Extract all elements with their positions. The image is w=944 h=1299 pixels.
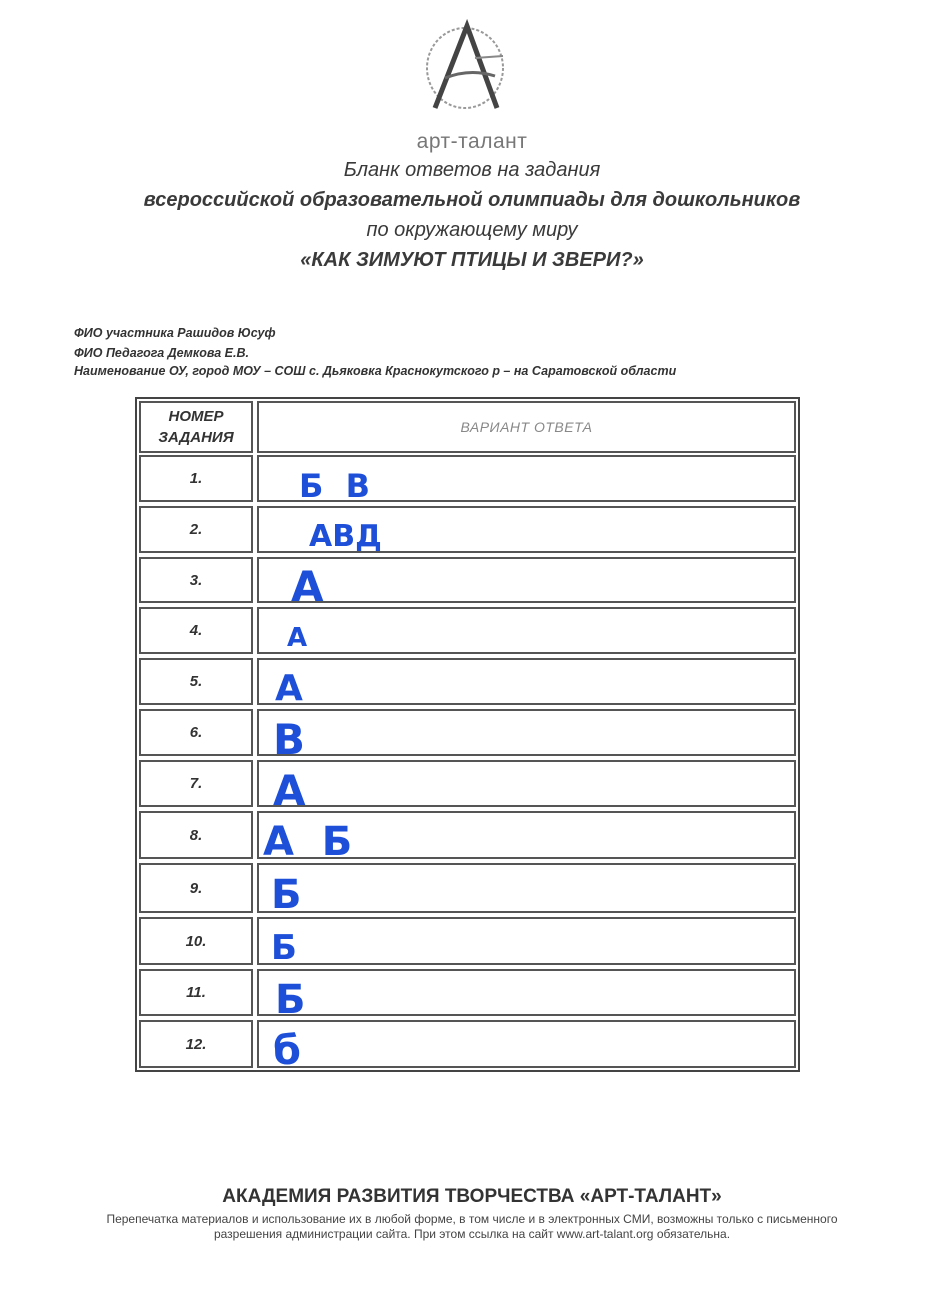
footer-copyright-note: Перепечатка материалов и использование их в любой форме, в том числе и в электронных СМИ, возможны только с письменного разрешения администрации сайта. При этом ссылка на сайт www.art-talant.org обязательна.: [106, 1212, 838, 1241]
footer-academy-name: АКАДЕМИЯ РАЗВИТИЯ ТВОРЧЕСТВА «АРТ-ТАЛАНТ»: [222, 1186, 722, 1207]
form-title-line-2: всероссийской образовательной олимпиады для дошкольников: [143, 189, 801, 211]
answer-cell: [257, 917, 796, 968]
table-row: [137, 555, 798, 611]
answer-cell: [257, 455, 796, 505]
answer-cell: [257, 811, 796, 865]
handwritten-answer: АВД: [309, 518, 382, 554]
answer-cell: [257, 1020, 796, 1074]
handwritten-answer: А: [287, 622, 308, 653]
olympiad-name: «КАК ЗИМУЮТ ПТИЦЫ И ЗВЕРИ?»: [300, 249, 644, 271]
task-number: 9.: [139, 863, 253, 913]
table-row: [137, 453, 798, 505]
table-row: [137, 707, 798, 764]
answer-cell: [257, 969, 796, 1023]
task-number: 7.: [139, 760, 253, 807]
handwritten-answer: Б: [271, 928, 297, 968]
task-number: 2.: [139, 506, 253, 553]
task-number: 11.: [139, 969, 253, 1016]
answer-cell: [257, 760, 796, 815]
task-number: 1.: [139, 455, 253, 502]
handwritten-answer: Б: [275, 976, 306, 1023]
table-row: [137, 758, 798, 815]
handwritten-answer: А: [291, 562, 324, 611]
form-title-line-3: по окружающему миру: [366, 219, 578, 241]
task-number: 10.: [139, 917, 253, 965]
participant-name: ФИО участника Рашидов Юсуф: [74, 326, 276, 340]
answer-cell: [257, 607, 796, 654]
school-name: Наименование ОУ, город МОУ – СОШ с. Дьяковка Краснокутского р – на Саратовской области: [74, 364, 677, 378]
table-row: [137, 656, 798, 709]
task-number: 5.: [139, 658, 253, 705]
answer-cell: [257, 658, 796, 709]
column-header-task-number: НОМЕР ЗАДАНИЯ: [139, 401, 253, 453]
task-number: 8.: [139, 811, 253, 859]
table-row: [137, 915, 798, 968]
handwritten-answer: б: [273, 1028, 301, 1074]
handwritten-answer: А Б: [263, 819, 353, 865]
handwritten-answer: Б В: [299, 466, 371, 505]
teacher-name: ФИО Педагога Демкова Е.В.: [74, 346, 249, 360]
task-number: 3.: [139, 557, 253, 603]
table-row: [137, 605, 798, 654]
task-number: 12.: [139, 1020, 253, 1068]
handwritten-answer: В: [273, 714, 306, 764]
form-title-line-1: Бланк ответов на задания: [343, 159, 601, 181]
column-header-answer: ВАРИАНТ ОТВЕТА: [257, 401, 796, 453]
table-row: [137, 861, 798, 918]
handwritten-answer: А: [273, 765, 306, 815]
task-number: 4.: [139, 607, 253, 654]
art-talant-logo: [415, 18, 515, 118]
answer-cell: [257, 506, 796, 553]
handwritten-answer: А: [275, 667, 303, 709]
answer-cell: [257, 709, 796, 764]
table-row: [137, 504, 798, 553]
task-number: 6.: [139, 709, 253, 756]
table-row: [137, 967, 798, 1023]
brand-name: арт-талант: [416, 130, 528, 153]
table-row: [137, 809, 798, 865]
answer-cell: [257, 863, 796, 918]
answer-table: [135, 397, 800, 1072]
answer-cell: [257, 557, 796, 611]
table-row: [137, 1018, 798, 1074]
table-header-row: [137, 399, 798, 453]
handwritten-answer: Б: [271, 872, 302, 918]
